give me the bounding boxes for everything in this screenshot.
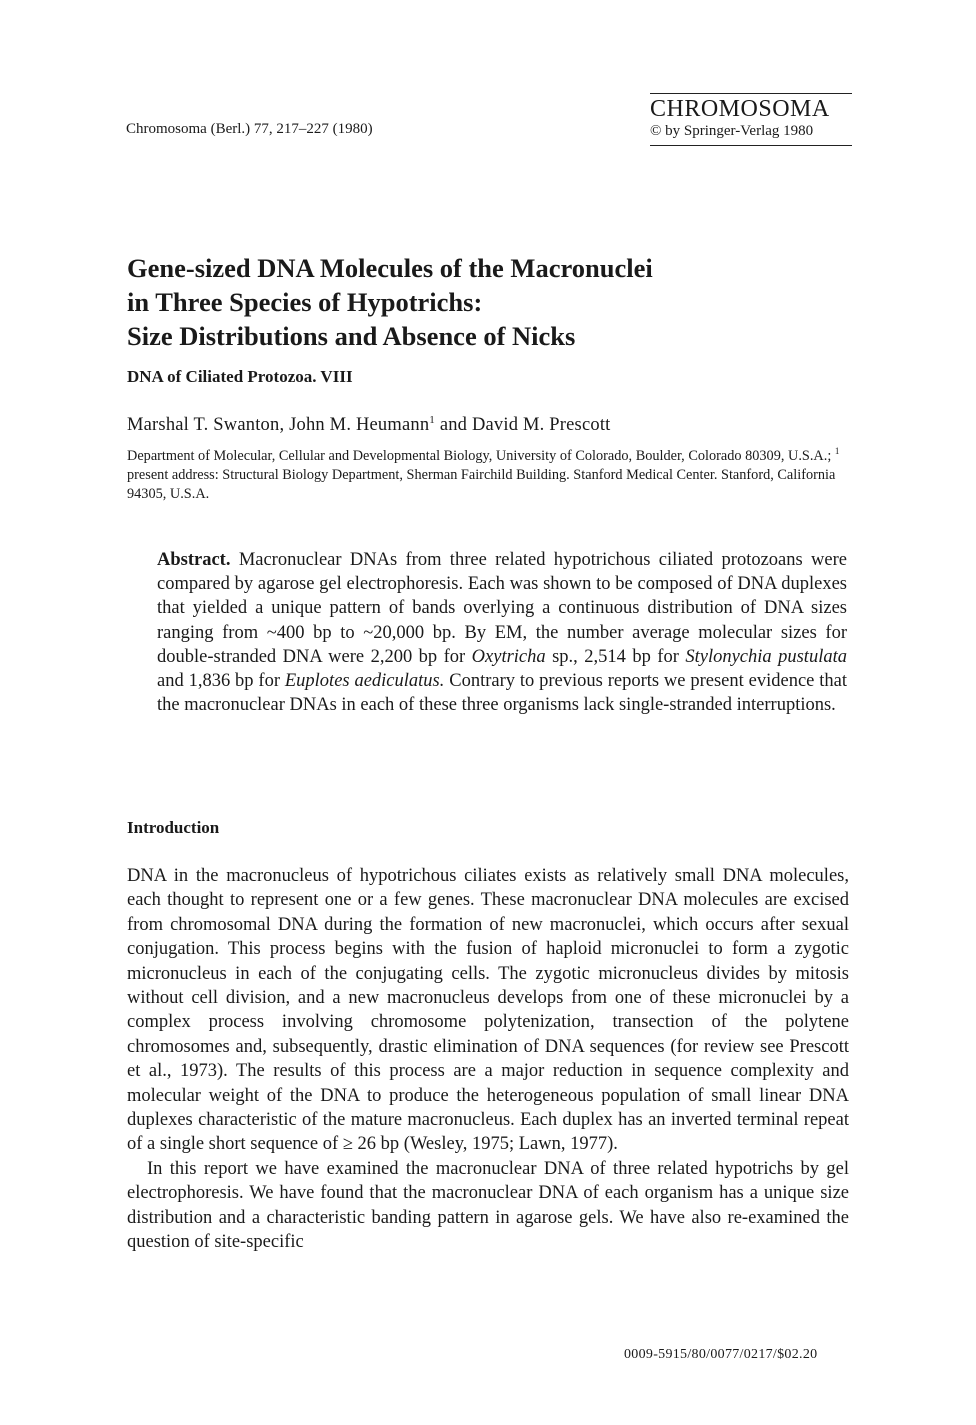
abstract-text-4: Contrary to previous reports we present evidence that the macronuclear DNAs in each of these three organisms lack single-stranded interruptions. — [157, 671, 847, 716]
intro-paragraph-2: In this report we have examined the macronuclear DNA of three related hypotrichs by gel electrophoresis. We have found that the macronuclear DNA of each organism has a unique size distribution and a characteristic banding pattern in agarose gels. We have also re-examined the question of site-specific — [127, 1158, 849, 1253]
masthead-rule-bottom — [650, 145, 852, 146]
introduction-body — [127, 864, 849, 1255]
masthead-rule-top — [650, 93, 852, 94]
species-oxytricha: Oxytricha — [471, 646, 546, 667]
title-line-2: in Three Species of Hypotrichs: — [127, 287, 483, 317]
article-title — [127, 251, 867, 353]
species-stylonychia: Stylonychia pustulata — [685, 646, 847, 667]
affiliation-part-1: Department of Molecular, Cellular and Developmental Biology, University of Colorado, Boulder, Colorado 80309, U.S.A.; — [127, 447, 835, 464]
journal-citation: Chromosoma (Berl.) 77, 217–227 (1980) — [126, 121, 373, 137]
author-list — [127, 414, 611, 436]
title-line-1: Gene-sized DNA Molecules of the Macronuclei — [127, 253, 653, 283]
species-euplotes: Euplotes aediculatus. — [284, 671, 445, 692]
copyright-notice: © by Springer-Verlag 1980 — [650, 123, 814, 139]
authors-part-1: Marshal T. Swanton, John M. Heumann — [127, 415, 430, 436]
abstract-text-3: and 1,836 bp for — [157, 671, 285, 692]
affiliation-part-2: present address: Structural Biology Department, Sherman Fairchild Building. Stanford Medical Center. Stanford, California 94305, U.S.A. — [127, 466, 836, 502]
affiliation-footnote-mark: 1 — [834, 446, 840, 456]
journal-name: CHROMOSOMA — [650, 96, 830, 122]
article-subtitle: DNA of Ciliated Protozoa. VIII — [127, 367, 353, 386]
abstract-text-1: Macronuclear DNAs from three related hypotrichous ciliated protozoans were compared by agarose gel electrophoresis. Each was shown to be composed of DNA duplexes that yielded a unique pattern of bands overlying a continuous distribution of DNA sizes ranging from ~400 bp to ~20,000 bp. By EM, the number average molecular sizes for double-stranded DNA were 2,200 bp for — [157, 550, 847, 667]
intro-paragraph-1: DNA in the macronucleus of hypotrichous ciliates exists as relatively small DNA molecules, each thought to represent one or a few genes. These macronuclear DNA molecules are excised from chromosomal DNA during the formation of new macronuclei, which occurs after sexual conjugation. This process begins with the fusion of haploid micronuclei to form a zygotic micronucleus in each of the conjugating cells. The zygotic micronucleus divides by mitosis without cell division, and a new macronucleus develops from one of these micronuclei by a complex process involving chromosome polytenization, transection of the polytene chromosomes and, subsequently, drastic elimination of DNA sequences (for review see Prescott et al., 1973). The results of this process are a major reduction in sequence complexity and molecular weight of the DNA to produce the heterogeneous population of small linear DNA duplexes characteristic of the mature macronucleus. Each duplex has an inverted terminal repeat of a single short sequence of ≥ 26 bp (Wesley, 1975; Lawn, 1977). — [127, 866, 849, 1155]
title-line-3: Size Distributions and Absence of Nicks — [127, 321, 576, 351]
abstract-label: Abstract. — [157, 550, 231, 570]
abstract — [157, 548, 847, 717]
journal-masthead — [650, 93, 852, 146]
abstract-text-2: sp., 2,514 bp for — [545, 646, 686, 667]
affiliation — [127, 442, 867, 504]
authors-part-2: and David M. Prescott — [435, 415, 611, 436]
author-footnote-mark: 1 — [429, 414, 435, 426]
price-code: 0009-5915/80/0077/0217/$02.20 — [624, 1347, 818, 1362]
section-heading-introduction: Introduction — [127, 818, 220, 837]
